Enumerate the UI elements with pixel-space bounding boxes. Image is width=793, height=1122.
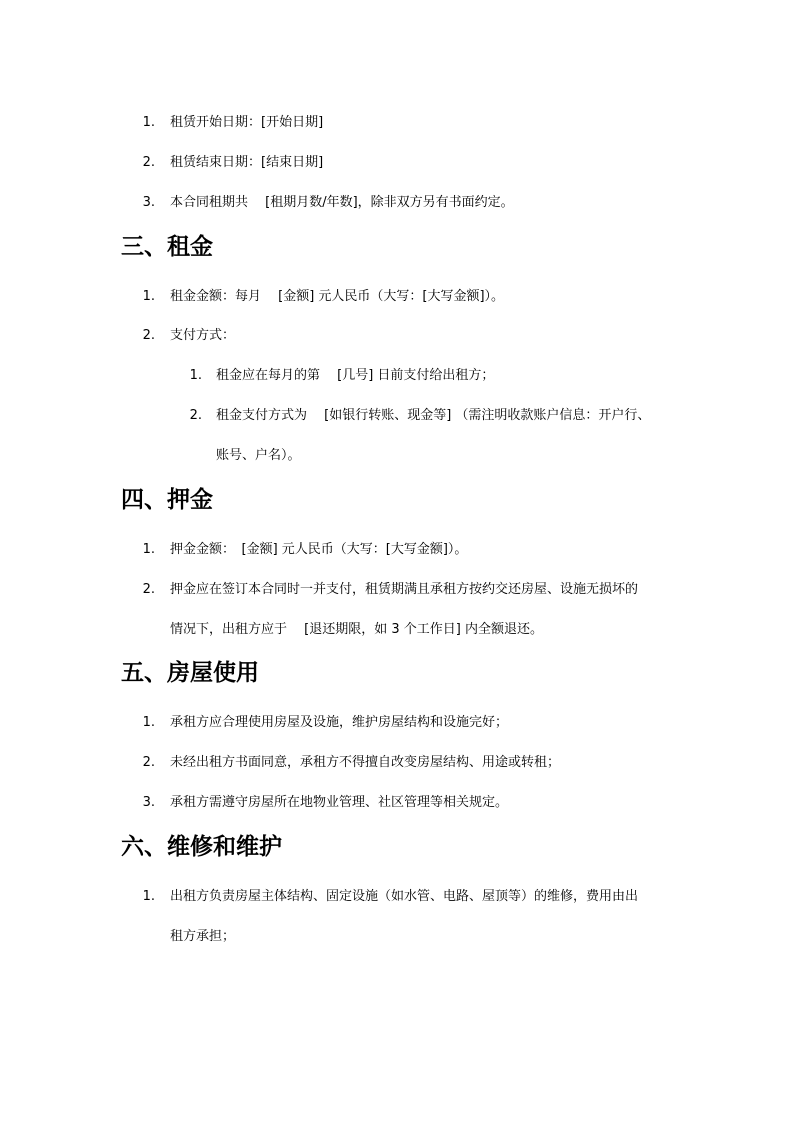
- section-heading-maintenance: 六、维修和维护: [121, 834, 282, 860]
- list-text: 本合同租期共 [租期月数/年数]，除非双方另有书面约定。: [170, 195, 514, 210]
- list-text: 押金应在签订本合同时一并支付，租赁期满且承租方按约交还房屋、设施无损坏的: [170, 582, 639, 597]
- list-text: 租方承担；: [170, 929, 236, 944]
- list-number: 2.: [142, 582, 155, 597]
- list-number: 2.: [142, 755, 155, 770]
- list-text: 出租方负责房屋主体结构、固定设施（如水管、电路、屋顶等）的维修，费用由出: [170, 889, 639, 904]
- section-heading-rent: 三、租金: [121, 234, 213, 260]
- list-text: 租赁结束日期：[结束日期]: [170, 155, 324, 170]
- list-text: 承租方应合理使用房屋及设施，维护房屋结构和设施完好；: [170, 715, 509, 730]
- list-number: 1.: [142, 289, 155, 304]
- list-number: 3.: [142, 795, 155, 810]
- list-text: 押金金额： [金额] 元人民币（大写：[大写金额]）。: [170, 542, 468, 557]
- section-heading-deposit: 四、押金: [121, 487, 213, 513]
- list-number: 2.: [189, 408, 202, 423]
- section-heading-house-use: 五、房屋使用: [121, 660, 259, 686]
- list-number: 1.: [189, 368, 202, 383]
- list-text: 租金应在每月的第 [几号] 日前支付给出租方；: [216, 368, 495, 383]
- list-text: 情况下，出租方应于 [退还期限，如 3 个工作日] 内全额退还。: [170, 622, 543, 637]
- list-text: 账号、户名）。: [216, 448, 301, 463]
- list-number: 1.: [142, 889, 155, 904]
- list-number: 1.: [142, 542, 155, 557]
- list-number: 3.: [142, 195, 155, 210]
- list-number: 2.: [142, 328, 155, 343]
- list-number: 2.: [142, 155, 155, 170]
- list-text: 支付方式：: [170, 328, 236, 343]
- list-text: 承租方需遵守房屋所在地物业管理、社区管理等相关规定。: [170, 795, 509, 810]
- list-text: 租赁开始日期：[开始日期]: [170, 115, 324, 130]
- list-number: 1.: [142, 115, 155, 130]
- list-text: 租金支付方式为 [如银行转账、现金等] （需注明收款账户信息：开户行、: [216, 408, 651, 423]
- list-number: 1.: [142, 715, 155, 730]
- list-text: 租金金额：每月 [金额] 元人民币（大写：[大写金额]）。: [170, 289, 505, 304]
- list-text: 未经出租方书面同意，承租方不得擅自改变房屋结构、用途或转租；: [170, 755, 561, 770]
